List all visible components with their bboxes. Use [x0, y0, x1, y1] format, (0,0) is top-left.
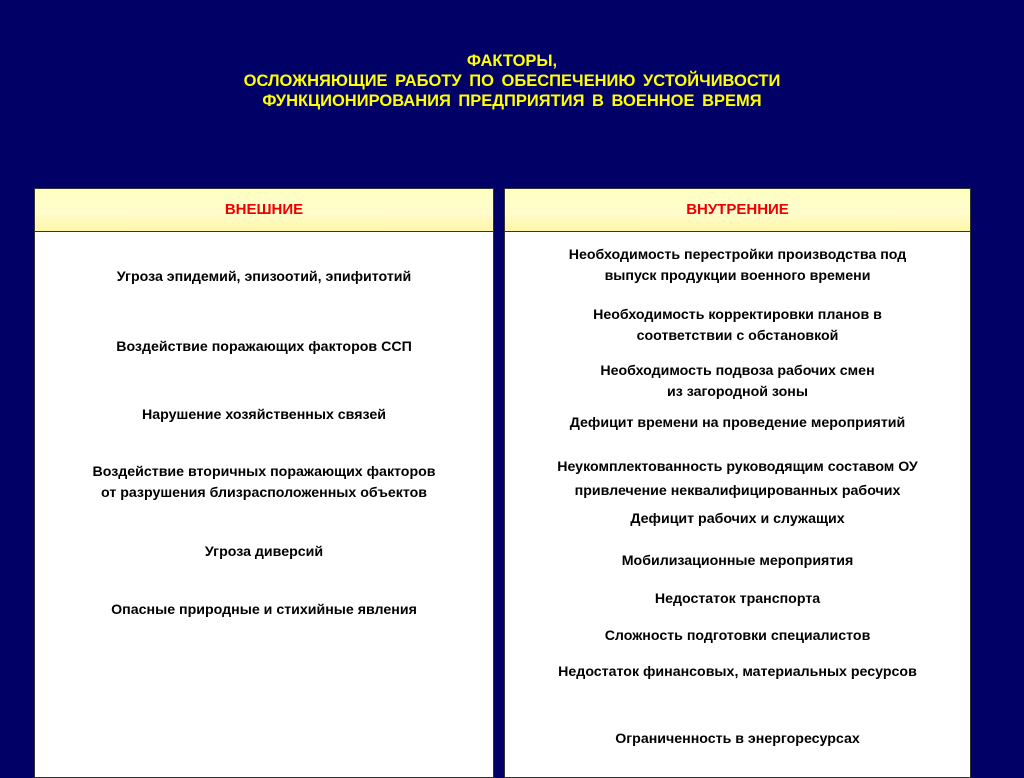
internal-factors-panel [504, 188, 971, 778]
internal-factor-text: Необходимость перестройки производства под [568, 247, 907, 263]
internal-factor-text: Необходимость корректировки планов в [593, 307, 882, 323]
internal-factor-text: Недостаток транспорта [654, 591, 821, 607]
internal-factor-text: Дефицит рабочих и служащих [630, 511, 845, 527]
external-factor-text: Воздействие вторичных поражающих факторов [92, 464, 436, 480]
internal-factor-text: Необходимость подвоза рабочих смен [600, 363, 875, 379]
internal-factor-item [505, 589, 970, 610]
external-factor-item [35, 462, 493, 504]
internal-factor-item [505, 245, 970, 287]
internal-factor-text: Дефицит времени на проведение мероприятий [569, 415, 906, 431]
internal-factor-item [505, 481, 970, 502]
external-factor-text: Угроза диверсий [204, 544, 324, 560]
external-factor-text: Воздействие поражающих факторов ССП [116, 339, 412, 355]
external-factors-header: ВНЕШНИЕ [35, 189, 493, 232]
internal-factor-item [505, 551, 970, 572]
internal-factor-text: Сложность подготовки специалистов [604, 628, 871, 644]
slide-title [0, 51, 1024, 111]
internal-factors-header: ВНУТРЕННИЕ [505, 189, 970, 232]
internal-factor-item [505, 626, 970, 647]
internal-factor-text: Ограниченность в энергоресурсах [615, 731, 860, 747]
internal-factor-item [505, 305, 970, 347]
external-factor-item [35, 405, 493, 426]
internal-factor-text: Мобилизационные мероприятия [621, 553, 854, 569]
external-factor-item [35, 267, 493, 288]
external-factor-item [35, 600, 493, 621]
internal-factor-text: выпуск продукции военного времени [604, 268, 871, 284]
title-line-1: ФАКТОРЫ, [466, 52, 558, 70]
title-line-2: ОСЛОЖНЯЮЩИЕ РАБОТУ ПО ОБЕСПЕЧЕНИЮ УСТОЙЧИВОСТИ [243, 72, 781, 90]
internal-factor-text: соответствии с обстановкой [636, 328, 839, 344]
internal-factor-item [505, 457, 970, 478]
internal-factor-item [505, 413, 970, 434]
internal-factor-item [505, 729, 970, 750]
external-factors-panel [34, 188, 494, 778]
internal-factor-item [505, 361, 970, 403]
internal-factor-text: Недостаток финансовых, материальных ресурсов [558, 664, 917, 680]
external-factor-item [35, 337, 493, 358]
internal-factor-text: привлечение неквалифицированных рабочих [574, 483, 901, 499]
internal-factor-item [505, 662, 970, 683]
external-factor-text: от разрушения близрасположенных объектов [101, 485, 427, 501]
internal-factor-text: из загородной зоны [667, 384, 808, 400]
external-factor-text: Опасные природные и стихийные явления [111, 602, 417, 618]
external-factor-text: Нарушение хозяйственных связей [142, 407, 386, 423]
external-factor-text: Угроза эпидемий, эпизоотий, эпифитотий [116, 269, 412, 285]
internal-factor-item [505, 509, 970, 530]
external-factor-item [35, 542, 493, 563]
title-line-3: ФУНКЦИОНИРОВАНИЯ ПРЕДПРИЯТИЯ В ВОЕННОЕ ВРЕМЯ [262, 92, 762, 110]
internal-factor-text: Неукомплектованность руководящим составом ОУ [557, 459, 918, 475]
